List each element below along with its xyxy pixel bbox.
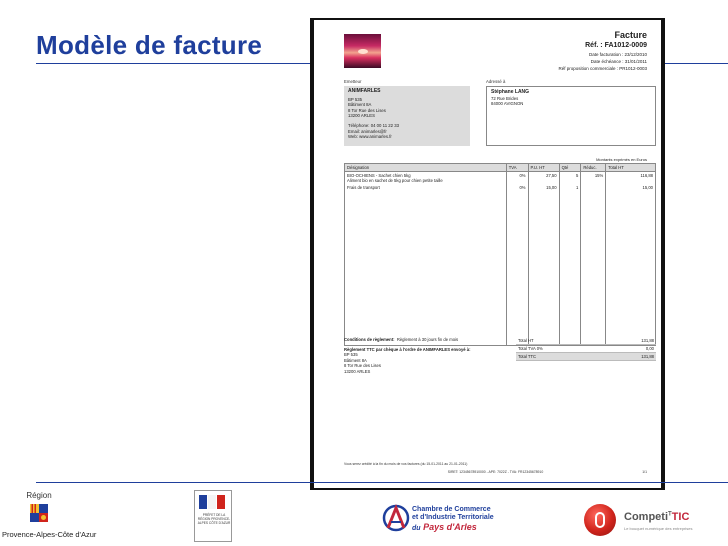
table-row: [345, 184, 656, 193]
column-header: Qté: [559, 164, 581, 172]
emitter-address-line: 8 Tor Rue des Lises: [348, 107, 386, 113]
column-header: Désignation: [345, 164, 507, 172]
competitic-sup: T: [668, 511, 672, 518]
region-name: Provence-Alpes-Côte d'Azur: [2, 530, 97, 539]
prefecture-logo: [194, 490, 232, 542]
prefecture-text: PRÉFET DE LA RÉGION PROVENCE-ALPES CÔTE D'AZUR: [197, 513, 231, 525]
amounts-note: Montants exprimés en Euros: [596, 157, 647, 162]
invoice-lines-table: [344, 163, 656, 346]
cci-logo: [382, 500, 512, 540]
billing-date: Date facturation : 23/12/2010: [588, 52, 647, 57]
emitter-address-line: BP 535: [348, 96, 363, 102]
line-discount: 15%: [581, 172, 606, 185]
line-discount: [581, 184, 606, 193]
line-quantity: 5: [559, 172, 581, 185]
invoice-header: [558, 30, 647, 72]
payment-instruction: Règlement TTC par chèque à l'ordre de ANIMFARLES envoyé à:: [344, 346, 471, 352]
totals-row: [516, 337, 656, 345]
client-address-line: 84000 AVIGNON: [491, 101, 524, 107]
line-detail: Aliment bio en sachet de 5kg pour chien petite taille: [347, 178, 443, 183]
column-header: Réduc.: [581, 164, 606, 172]
conditions-label: Conditions de règlement:: [344, 337, 395, 342]
emitter-web: Web: www.animarles.fr: [348, 134, 392, 140]
client-address-line: 72 Rue Brides: [491, 95, 519, 101]
competitic-logo: [584, 500, 724, 540]
cci-line1: Chambre de Commerce: [412, 506, 491, 513]
client-name: Stéphane LANG: [491, 89, 530, 95]
french-flag-icon: [199, 495, 227, 509]
payment-address-line: Bâtiment 8A: [344, 357, 367, 363]
region-title: Région: [26, 491, 52, 500]
sun-shape: [358, 49, 368, 54]
total-value: 131,88: [604, 337, 656, 345]
title-divider-right: [665, 63, 728, 64]
invoice-document: [310, 18, 665, 490]
line-quantity: 1: [559, 184, 581, 193]
invoice-type: Facture: [614, 30, 647, 40]
table-filler-row: [345, 193, 656, 345]
slide-title: Modèle de facture: [36, 30, 263, 60]
client-label: Adressé à: [486, 79, 506, 84]
cci-line2: et d'Industrie Territoriale: [412, 514, 494, 521]
payment-address-line: 8 Tor Rue des Lises: [344, 363, 381, 368]
line-designation: Frais de transport: [347, 185, 380, 190]
title-divider-left: [36, 63, 311, 64]
region-logo: [2, 491, 97, 543]
total-value: 0,00: [604, 345, 656, 353]
line-total: 116,88: [606, 172, 656, 185]
conditions-value: Règlement à 30 jours fin de mois: [396, 337, 459, 342]
cci-place: Pays d'Arles: [423, 522, 477, 532]
line-tva: 0%: [506, 184, 528, 193]
due-date: Date échéance : 31/01/2011: [590, 59, 647, 64]
payment-address-line: BP 535: [344, 352, 358, 357]
column-header: P.U. HT: [528, 164, 559, 172]
footer-divider: [36, 482, 728, 483]
emitter-address-line: Bâtiment 8A: [348, 102, 372, 108]
legal-text: SIRET: 12345678910000 - APE: 7022Z - TVA: FR12345678910: [447, 470, 544, 474]
total-label: Total TVA 0%: [516, 345, 604, 353]
emitter-name: ANIMFARLES: [348, 88, 381, 94]
competitic-disk-icon: [584, 504, 616, 536]
cci-du: du: [412, 525, 421, 532]
column-header: TVA: [506, 164, 528, 172]
emitter-label: Emetteur: [344, 79, 362, 84]
competitic-suffix: TIC: [671, 511, 690, 523]
sunset-logo-image: [344, 34, 381, 68]
totals-row: [516, 345, 656, 353]
invoice-reference: Réf. : FA1012-0009: [585, 42, 647, 49]
line-tva: 0%: [506, 172, 528, 185]
page-number: 1/1: [642, 470, 647, 474]
region-crest-icon: [29, 503, 49, 523]
column-header: Total HT: [606, 164, 656, 172]
line-unit-price: 15,00: [528, 184, 559, 193]
competitic-tagline: Le bouquet numérique des entreprises: [624, 526, 693, 531]
totals-table: [516, 337, 656, 361]
emitter-address-line: 13200 ARLES: [348, 113, 375, 119]
line-unit-price: 27,50: [528, 172, 559, 185]
total-label: Total HT: [516, 337, 604, 345]
totals-row: [516, 353, 656, 361]
commercial-reference: Réf proposition commerciale : PR1012-0003: [558, 66, 647, 71]
payment-conditions: [344, 337, 509, 374]
footer-legal: [344, 470, 647, 474]
client-box: [486, 86, 656, 146]
payment-address-line: 13200 ARLES: [344, 368, 371, 374]
emitter-phone: Téléphone: 04 00 11 22 33: [348, 122, 400, 128]
total-value: 131,88: [604, 353, 656, 361]
total-label: Total TTC: [516, 353, 604, 361]
emitter-box: [344, 86, 470, 146]
table-row: [345, 172, 656, 185]
footer-note: Vous serez crédité à la fin du mois de vos factures (du 15-01-2011 au 21-01-2011): [344, 462, 468, 466]
competitic-name: Competi: [624, 511, 668, 523]
line-designation: BIO-OCHIENS - Sachet chien 5kg: [347, 173, 411, 178]
cci-emblem-icon: [382, 502, 410, 534]
line-total: 15,00: [606, 184, 656, 193]
emitter-email: Email: animarles@fr: [348, 128, 387, 134]
